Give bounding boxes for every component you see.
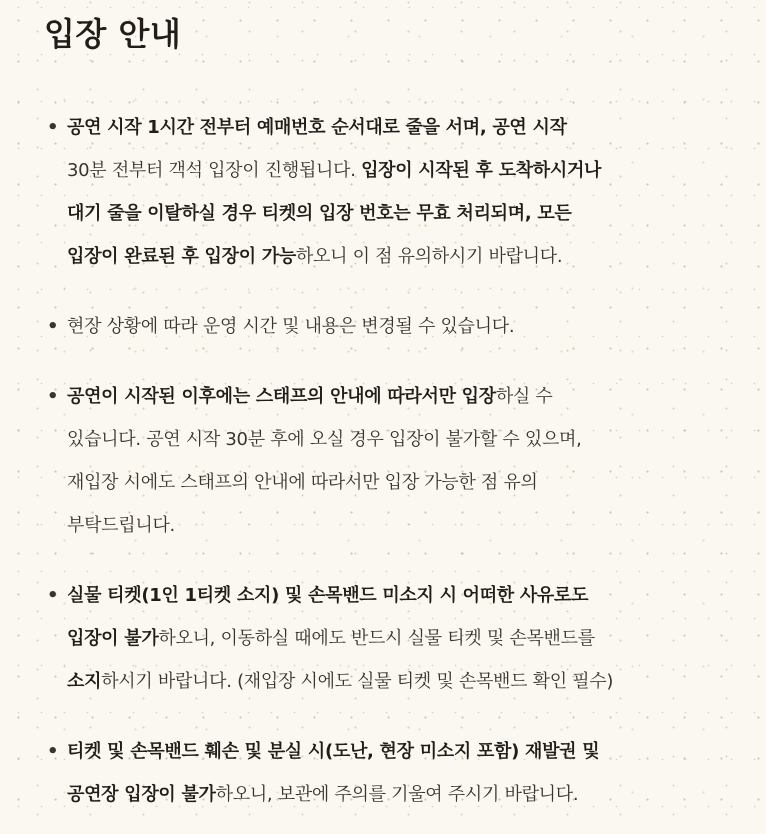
notice-item xyxy=(40,305,740,348)
emphasis-text: 대기 줄을 이탈하실 경우 티켓의 입장 번호는 무효 처리되며, 모든 xyxy=(67,203,572,224)
page-title: 입장 안내 xyxy=(44,15,182,53)
emphasis-text: 티켓 및 손목밴드 훼손 및 분실 시(도난, 현장 미소지 포함) 재발권 및 xyxy=(67,741,600,762)
body-text: 현장 상황에 따라 운영 시간 및 내용은 변경될 수 있습니다. xyxy=(67,316,515,337)
body-text: 하오니, 보관에 주의를 기울여 주시기 바랍니다. xyxy=(215,784,579,805)
notice-line xyxy=(67,773,740,816)
notice-list xyxy=(40,106,740,816)
emphasis-text: 실물 티켓(1인 1티켓 소지) 및 손목밴드 미소지 시 어떠한 사유로도 xyxy=(67,585,589,606)
body-text: 있습니다. 공연 시작 30분 후에 오실 경우 입장이 불가할 수 있으며, xyxy=(67,429,582,450)
body-text: 30분 전부터 객석 입장이 진행됩니다. xyxy=(67,160,362,181)
notice-item xyxy=(40,375,740,547)
bullet-icon: • xyxy=(47,585,59,606)
notice-item xyxy=(40,106,740,278)
emphasis-text: 공연이 시작된 이후에는 스태프의 안내에 따라서만 입장 xyxy=(67,386,496,407)
body-text: 하시기 바랍니다. (재입장 시에도 실물 티켓 및 손목밴드 확인 필수) xyxy=(101,671,614,692)
notice-line xyxy=(67,660,740,703)
notice-line xyxy=(67,375,740,418)
emphasis-text: 소지 xyxy=(67,671,102,692)
body-text: 하실 수 xyxy=(495,386,553,407)
notice-line xyxy=(67,504,740,547)
bullet-icon: • xyxy=(47,386,59,407)
bullet-icon: • xyxy=(47,316,59,337)
bullet-icon: • xyxy=(47,741,59,762)
notice-item xyxy=(40,574,740,703)
emphasis-text: 입장이 불가 xyxy=(67,628,159,649)
notice-line xyxy=(67,305,740,348)
body-text: 부탁드립니다. xyxy=(67,515,175,536)
emphasis-text: 공연 시작 1시간 전부터 예매번호 순서대로 줄을 서며, 공연 시작 xyxy=(67,117,567,138)
notice-line xyxy=(67,106,740,149)
bullet-icon: • xyxy=(47,117,59,138)
body-text: 하오니 이 점 유의하시기 바랍니다. xyxy=(295,246,563,267)
notice-line xyxy=(67,617,740,660)
emphasis-text: 공연장 입장이 불가 xyxy=(67,784,216,805)
notice-line xyxy=(67,730,740,773)
notice-item xyxy=(40,730,740,816)
notice-line xyxy=(67,461,740,504)
emphasis-text: 입장이 시작된 후 도착하시거나 xyxy=(361,160,602,181)
notice-line xyxy=(67,235,740,278)
notice-line xyxy=(67,418,740,461)
emphasis-text: 입장이 완료된 후 입장이 가능 xyxy=(67,246,296,267)
notice-line xyxy=(67,574,740,617)
body-text: 하오니, 이동하실 때에도 반드시 실물 티켓 및 손목밴드를 xyxy=(158,628,595,649)
notice-line xyxy=(67,149,740,192)
body-text: 재입장 시에도 스태프의 안내에 따라서만 입장 가능한 점 유의 xyxy=(67,472,538,493)
notice-line xyxy=(67,192,740,235)
